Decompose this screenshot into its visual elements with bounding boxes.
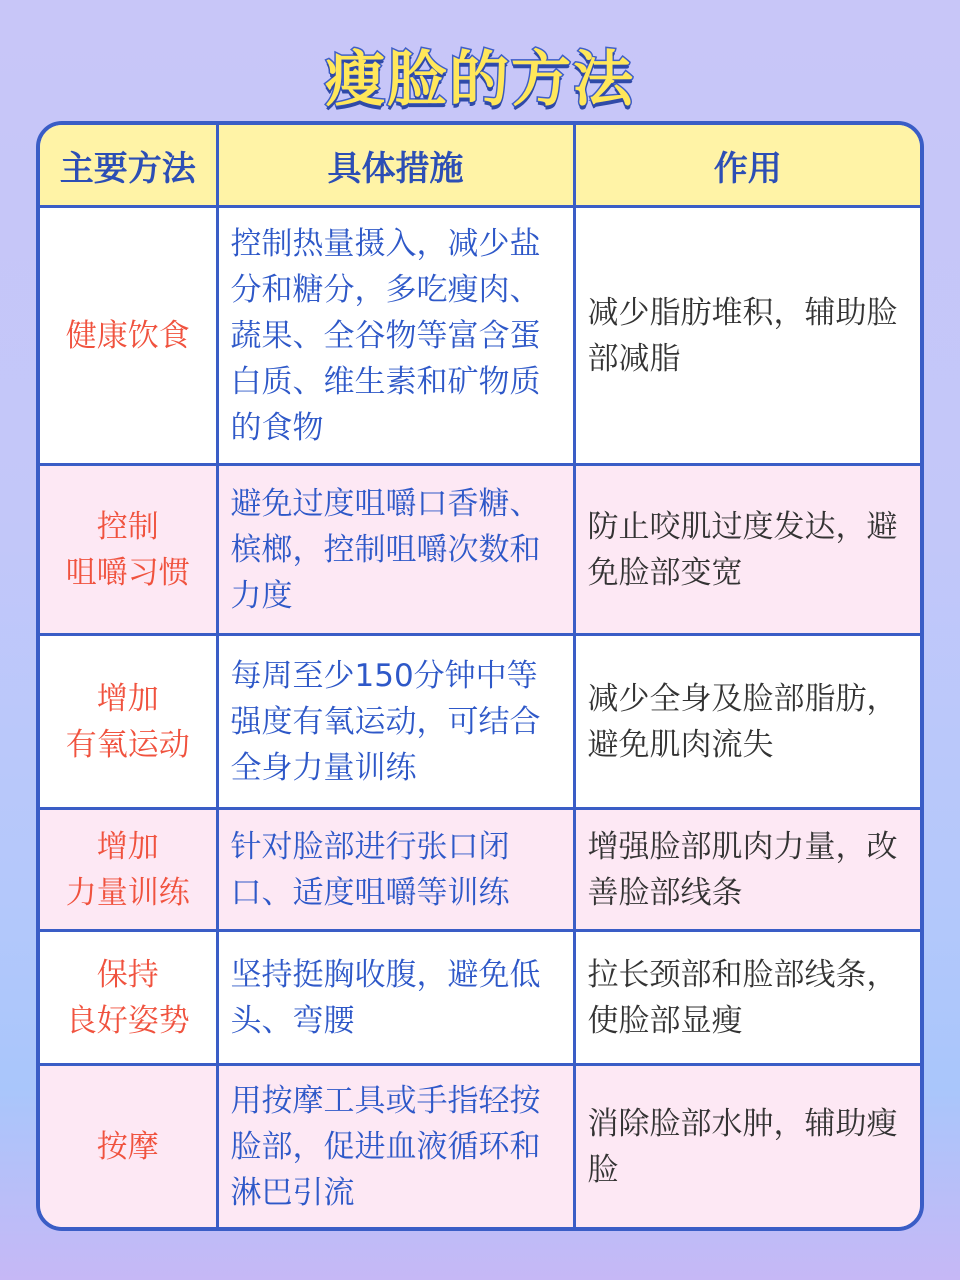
method-cell: 增加 力量训练 — [40, 809, 217, 931]
method-cell: 增加 有氧运动 — [40, 635, 217, 809]
effect-cell: 减少全身及脸部脂肪，避免肌肉流失 — [574, 635, 920, 809]
table-row — [40, 635, 920, 809]
header-measure: 具体措施 — [217, 125, 574, 207]
measure-cell: 每周至少150分钟中等强度有氧运动，可结合全身力量训练 — [217, 635, 574, 809]
measure-cell: 用按摩工具或手指轻按脸部，促进血液循环和淋巴引流 — [217, 1065, 574, 1229]
effect-cell: 拉长颈部和脸部线条，使脸部显瘦 — [574, 931, 920, 1065]
table-row — [40, 809, 920, 931]
methods-table — [36, 121, 924, 1231]
page-title: 瘦脸的方法 — [325, 45, 635, 115]
table-header-row — [40, 125, 920, 207]
measure-cell: 坚持挺胸收腹，避免低头、弯腰 — [217, 931, 574, 1065]
method-cell: 保持 良好姿势 — [40, 931, 217, 1065]
table-row — [40, 1065, 920, 1229]
table-row — [40, 931, 920, 1065]
header-effect: 作用 — [574, 125, 920, 207]
effect-cell: 防止咬肌过度发达，避免脸部变宽 — [574, 465, 920, 635]
header-method: 主要方法 — [40, 125, 217, 207]
table-row — [40, 465, 920, 635]
effect-cell: 消除脸部水肿，辅助瘦脸 — [574, 1065, 920, 1229]
measure-cell: 针对脸部进行张口闭口、适度咀嚼等训练 — [217, 809, 574, 931]
table-row — [40, 207, 920, 465]
measure-cell: 控制热量摄入，减少盐分和糖分，多吃瘦肉、蔬果、全谷物等富含蛋白质、维生素和矿物质的食物 — [217, 207, 574, 465]
method-cell: 健康饮食 — [40, 207, 217, 465]
effect-cell: 增强脸部肌肉力量，改善脸部线条 — [574, 809, 920, 931]
effect-cell: 减少脂肪堆积，辅助脸部减脂 — [574, 207, 920, 465]
method-cell: 控制 咀嚼习惯 — [40, 465, 217, 635]
measure-cell: 避免过度咀嚼口香糖、槟榔，控制咀嚼次数和力度 — [217, 465, 574, 635]
method-cell: 按摩 — [40, 1065, 217, 1229]
